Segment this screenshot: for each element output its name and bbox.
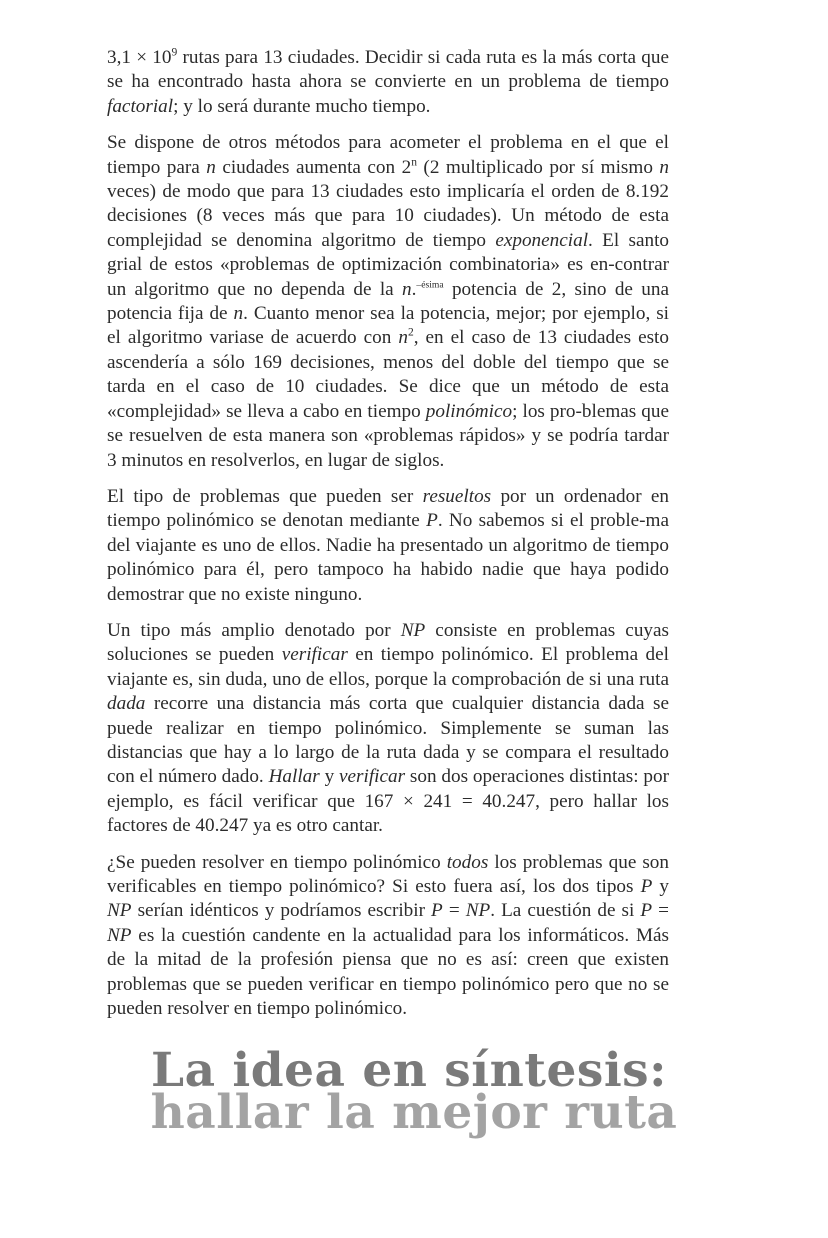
italic-term: n	[402, 278, 412, 300]
italic-term: P	[426, 510, 438, 532]
italic-term: todos	[446, 851, 489, 873]
text-run: El tipo de problemas que pueden ser	[107, 485, 423, 507]
italic-term: P	[431, 900, 443, 922]
italic-term: verificar	[281, 644, 348, 666]
text-run: ; los pro-blemas que se resuelven de esta manera son «problemas rápidos» y se podría tardar 3 minutos en resolverlos, en lugar de siglos.	[107, 400, 669, 471]
text-run: (2 multiplicado por sí mismo	[416, 156, 660, 178]
text-run: recorre una distancia más corta que cualquier distancia dada se puede realizar en tiempo polinómico. Simplemente se suman las distancias que hay a lo largo de la ruta dada y se compara el resultado con el número dado.	[107, 693, 669, 788]
italic-term: n	[659, 156, 669, 178]
superscript: 9	[171, 46, 178, 59]
italic-term: n	[398, 327, 408, 349]
text-run: =	[442, 900, 466, 922]
italic-term: verificar	[339, 766, 406, 788]
superscript: –ésima	[416, 279, 444, 291]
superscript: 2	[407, 327, 414, 340]
text-run: . No sabemos si el proble-ma del viajante es uno de ellos. Nadie ha presentado un algoritmo de tiempo polinómico para él, pero tampoco ha habido nadie que haya podido demostrar que no existe ninguno.	[107, 510, 669, 605]
paragraph-5	[107, 851, 669, 1022]
summary-heading	[0, 1043, 828, 1140]
text-run: potencia de 2, sino de una potencia fija de	[107, 278, 669, 325]
text-run: consiste en problemas cuyas soluciones se pueden	[107, 619, 669, 666]
text-run: =	[652, 900, 669, 922]
text-run: Un tipo más amplio denotado por	[107, 619, 401, 641]
italic-term: exponencial	[495, 229, 589, 251]
text-run: . El santo grial de estos «problemas de optimización combinatoria» es en-contrar un algoritmo que no dependa de la	[107, 229, 669, 300]
text-run: . Cuanto menor sea la potencia, mejor; por ejemplo, si el algoritmo variase de acuerdo con	[107, 303, 669, 349]
italic-term: NP	[465, 900, 491, 922]
text-run: y	[652, 876, 669, 897]
text-run: , en el caso de 13 ciudades esto ascendería a sólo 169 decisiones, menos del doble del tiempo que se tarda en el caso de 10 ciudades. Se dice que un método de esta «complejidad» se lleva a cabo en tiempo	[107, 327, 669, 422]
italic-term: NP	[107, 900, 132, 922]
text-run: es la cuestión candente en la actualidad para los informáticos. Más de la mitad de la profesión piensa que no es así: creen que existen problemas que se pueden verificar en tiempo polinómico pero que no se pueden resolver en tiempo polinómico.	[107, 924, 669, 1020]
paragraph-2	[107, 131, 669, 473]
italic-term: NP	[400, 619, 426, 641]
text-run: .	[411, 278, 417, 300]
italic-term: Hallar	[268, 766, 320, 788]
text-run: . La cuestión de si	[490, 900, 641, 922]
italic-term: P	[640, 876, 653, 897]
text-run: en tiempo polinómico. El problema del viajante es, sin duda, uno de ellos, porque la comprobación de si una ruta	[107, 644, 669, 690]
text-run: ciudades aumenta con 2	[215, 156, 412, 178]
text-run: por un ordenador en tiempo polinómico se denotan mediante	[107, 485, 670, 532]
text-run: rutas para 13 ciudades. Decidir si cada ruta es la más corta que se ha encontrado hasta ahora se convierte en un problema de tiempo	[107, 47, 669, 93]
italic-term: polinómico	[425, 400, 513, 422]
italic-term: factorial	[107, 95, 174, 117]
summary-heading-line2: hallar la mejor ruta	[150, 1085, 678, 1140]
italic-term: n	[233, 303, 244, 325]
text-run: son dos operaciones distintas: por ejemplo, es fácil verificar que 167 × 241 = 40.247, pero hallar los factores de 40.247 ya es otro cantar.	[107, 766, 670, 837]
paragraph-4	[107, 619, 669, 839]
text-run: 3,1 × 10	[107, 47, 172, 68]
italic-term: P	[640, 900, 653, 922]
summary-heading-line1: La idea en síntesis:	[151, 1043, 667, 1098]
text-run: serían idénticos y podríamos escribir	[131, 900, 432, 922]
document-body	[107, 46, 669, 1033]
italic-term: resueltos	[422, 485, 492, 507]
text-run: ; y lo será durante mucho tiempo.	[173, 95, 431, 117]
paragraph-1	[107, 46, 669, 119]
text-run: ¿Se pueden resolver en tiempo polinómico	[107, 851, 447, 873]
paragraph-3	[107, 485, 669, 607]
italic-term: n	[206, 156, 216, 178]
text-run: Se dispone de otros métodos para acometer el problema en el que el tiempo para	[107, 132, 669, 178]
superscript: n	[411, 156, 417, 169]
italic-term: dada	[107, 693, 146, 715]
text-run: y	[319, 766, 339, 788]
text-run: los problemas que son verificables en tiempo polinómico? Si esto fuera así, los dos tipos	[107, 851, 669, 897]
italic-term: NP	[107, 924, 132, 946]
text-run: veces) de modo que para 13 ciudades esto implicaría el orden de 8.192 decisiones (8 veces más que para 10 ciudades). Un método de esta complejidad se denomina algoritmo de tiempo	[107, 181, 669, 251]
